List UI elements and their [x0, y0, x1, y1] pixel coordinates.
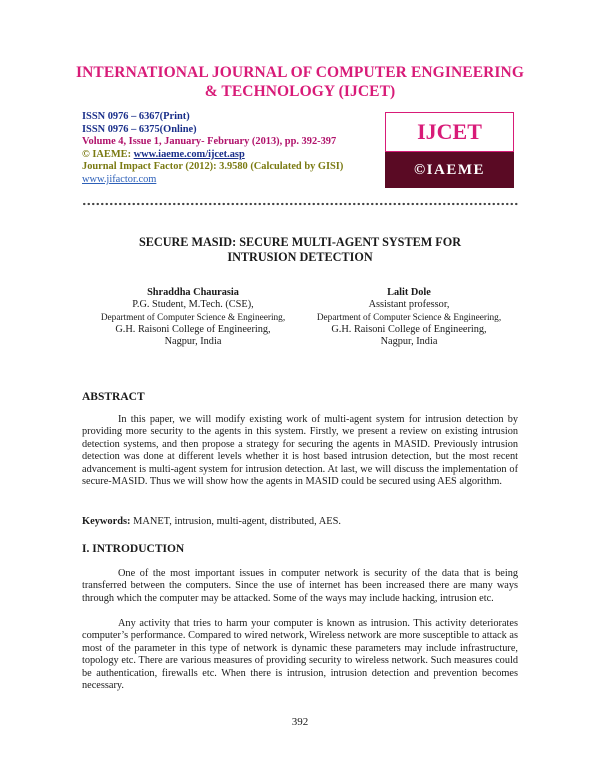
issn-print: ISSN 0976 – 6367(Print) — [82, 111, 190, 122]
intro-para-1 — [82, 568, 518, 605]
author-block-1 — [80, 287, 306, 348]
iaeme-link[interactable]: www.iaeme.com/ijcet.asp — [133, 148, 245, 160]
author-role: Assistant professor, — [368, 299, 450, 311]
page-number: 392 — [291, 716, 309, 728]
jifactor-link[interactable]: www.jifactor.com — [82, 173, 157, 185]
issn-online: ISSN 0976 – 6375(Online) — [82, 123, 197, 135]
author-dept: Department of Computer Science & Engineering, — [316, 312, 502, 323]
impact-factor: Journal Impact Factor (2012): 3.9580 (Calculated by GISI) — [82, 161, 344, 173]
logo-ijcet-text: IJCET — [385, 112, 514, 152]
intro-para-1-text: One of the most important issues in computer network is security of the data that is being transferred between the computers. Since the use of internet has been increased there are many ways through which the computer may be attacked. Some of the ways may include hacking, intrusion etc. — [82, 568, 518, 604]
volume-info: Volume 4, Issue 1, January- February (2013), pp. 392-397 — [82, 136, 337, 148]
journal-title — [0, 63, 600, 101]
iaeme-line — [82, 149, 343, 162]
author-name: Shraddha Chaurasia — [147, 287, 239, 298]
abstract-heading: ABSTRACT — [82, 391, 145, 403]
paper-title — [0, 235, 600, 265]
author-city: Nagpur, India — [164, 336, 222, 348]
logo-iaeme-text: ©IAEME — [385, 152, 514, 188]
journal-title-line2: & TECHNOLOGY (IJCET) — [204, 83, 396, 100]
journal-meta — [82, 111, 343, 187]
journal-title-line1: INTERNATIONAL JOURNAL OF COMPUTER ENGINEERING — [75, 64, 525, 81]
jifactor-line — [82, 174, 343, 187]
intro-para-2-text: Any activity that tries to harm your computer is known as intrusion. This activity deteriorates computer’s performance. Compared to wired network, Wireless network are more susceptible to attack as most of the parameter in this type of network is dynamic these parameters may include infrastructure, topology etc. There are various measures of providing security to wireless network. Such measures could be authentication, firewalls etc. When there is intrusion, intrusion detection and prevention becomes necessary. — [82, 618, 518, 692]
author-city: Nagpur, India — [380, 336, 438, 348]
intro-heading: I. INTRODUCTION — [82, 543, 185, 555]
dotted-divider — [82, 202, 518, 206]
iaeme-prefix: © IAEME: — [82, 148, 134, 160]
author-block-2 — [300, 287, 518, 348]
abstract-body: In this paper, we will modify existing work of multi-agent system for intrusion detection by providing more security to the agents in this system. Firstly, we present a review on existing intrusion detection systems, and then propose a strategy for securing the agents in MASID. Previously intrusion detection was done at different levels whether it is host based intrusion detection, but the most recent advancement is multi-agent system for intrusion detection. At last, we will discuss the implementation of secure-MASID. Thus we will show how the agents in MASID could be secured using AES algorithm. — [82, 414, 518, 488]
abstract-text — [82, 414, 518, 488]
keywords-label: Keywords: — [82, 516, 131, 527]
keywords — [82, 516, 518, 527]
ijcet-logo — [385, 112, 514, 188]
paper-title-line2: INTRUSION DETECTION — [227, 250, 373, 264]
author-college: G.H. Raisoni College of Engineering, — [331, 323, 487, 335]
author-dept: Department of Computer Science & Engineering, — [100, 312, 286, 323]
paper-title-line1: SECURE MASID: SECURE MULTI-AGENT SYSTEM FOR — [138, 235, 461, 249]
author-college: G.H. Raisoni College of Engineering, — [115, 323, 271, 335]
author-name: Lalit Dole — [387, 287, 431, 298]
intro-para-2 — [82, 618, 518, 692]
author-role: P.G. Student, M.Tech. (CSE), — [132, 299, 254, 311]
keywords-text: MANET, intrusion, multi-agent, distributed, AES. — [130, 516, 341, 527]
